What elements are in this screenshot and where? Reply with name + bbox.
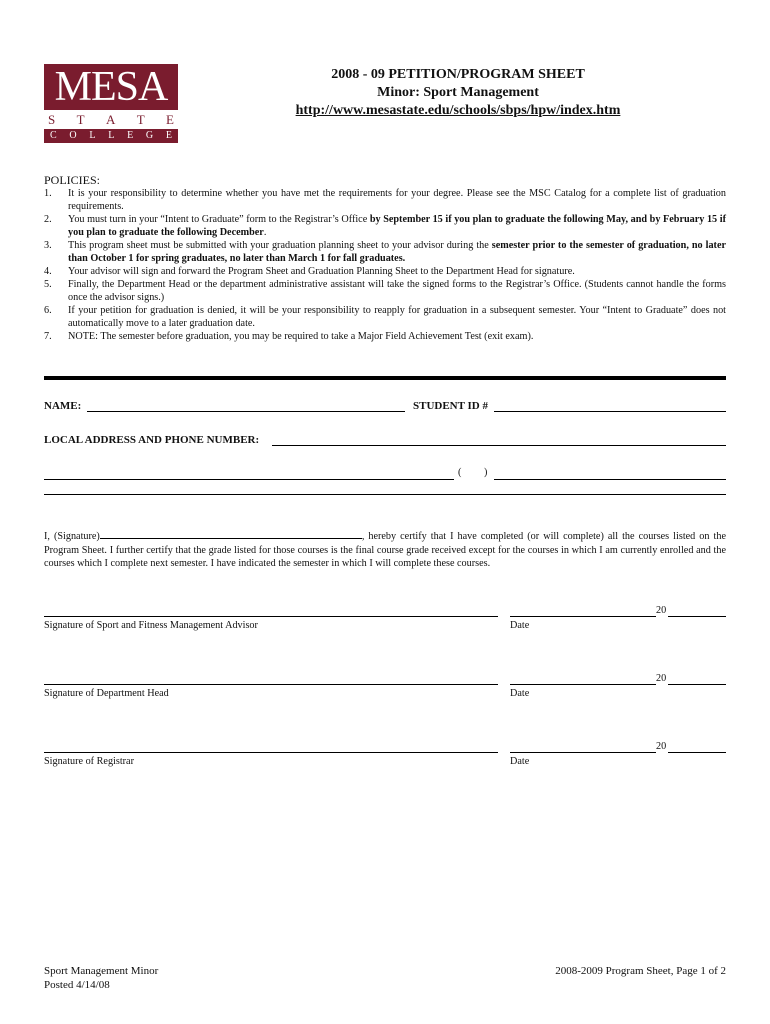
name-field[interactable] bbox=[87, 400, 405, 412]
phone-field[interactable] bbox=[494, 468, 726, 480]
page-title: 2008 - 09 PETITION/PROGRAM SHEET bbox=[331, 67, 585, 82]
signature-label: Signature of Department Head bbox=[44, 688, 169, 699]
policy-text: Finally, the Department Head or the department administrative assistant will take the signed forms to the Registrar’s Office. (Students cannot handle the forms once the advisor signs.) bbox=[68, 279, 726, 303]
certification-statement bbox=[44, 528, 726, 571]
policy-text-emphasis: by September 15 if you plan to graduate the following May, and by February 15 if you plan to graduate the following December bbox=[68, 214, 726, 238]
date-line[interactable] bbox=[510, 752, 656, 753]
logo-college-letter: L bbox=[89, 130, 96, 141]
policy-text: NOTE: The semester before graduation, you may be required to take a Major Field Achievement Test (exit exam). bbox=[68, 331, 534, 342]
policy-text-emphasis: semester prior to the semester of graduation, no later than October 1 for spring graduates, no later than March 1 for fall graduates. bbox=[68, 240, 726, 264]
year-line[interactable] bbox=[668, 616, 726, 617]
policy-text: If your petition for graduation is denied, it will be your responsibility to reapply for graduation in a subsequent semester. Your “Intent to Graduate” does not automatically move to a later graduation date. bbox=[68, 305, 726, 329]
phone-close-paren: ) bbox=[484, 467, 488, 478]
logo-college-letter: E bbox=[165, 130, 172, 141]
phone-open-paren: ( bbox=[458, 467, 462, 478]
year-prefix: 20 bbox=[656, 741, 667, 752]
certification-prefix: I, (Signature) bbox=[44, 531, 100, 542]
policy-item bbox=[44, 213, 726, 239]
address-line-2-field[interactable] bbox=[44, 468, 454, 480]
policies-list bbox=[44, 187, 726, 343]
logo-state-letter: T bbox=[136, 112, 145, 127]
page-subtitle: Minor: Sport Management bbox=[377, 85, 539, 100]
logo-college-letter: C bbox=[50, 130, 57, 141]
signature-line[interactable] bbox=[44, 752, 498, 753]
logo-state-letter: T bbox=[76, 112, 85, 127]
name-label: NAME: bbox=[44, 400, 82, 412]
logo-state-letter: E bbox=[166, 112, 174, 127]
signature-line[interactable] bbox=[44, 684, 498, 685]
policy-item bbox=[44, 330, 726, 343]
policy-number: 7. bbox=[44, 331, 52, 342]
policy-text-part: This program sheet must be submitted with your graduation planning sheet to your advisor during the bbox=[68, 240, 492, 251]
year-line[interactable] bbox=[668, 752, 726, 753]
footer-posted-date: Posted 4/14/08 bbox=[44, 979, 110, 991]
date-line[interactable] bbox=[510, 684, 656, 685]
page-header bbox=[230, 66, 686, 120]
signature-label: Signature of Sport and Fitness Management Advisor bbox=[44, 620, 258, 631]
year-line[interactable] bbox=[668, 684, 726, 685]
date-line[interactable] bbox=[510, 616, 656, 617]
student-id-label: STUDENT ID # bbox=[413, 400, 488, 412]
logo-college-letter: G bbox=[145, 130, 154, 141]
student-id-field[interactable] bbox=[494, 400, 726, 412]
policy-text bbox=[68, 213, 726, 239]
policy-item bbox=[44, 187, 726, 213]
address-field[interactable] bbox=[272, 434, 726, 446]
mesa-state-college-logo bbox=[44, 64, 178, 142]
logo-college-letter: L bbox=[108, 130, 115, 141]
policy-text-part: You must turn in your “Intent to Graduate” form to the Registrar’s Office bbox=[68, 214, 370, 225]
footer-page-info: 2008-2009 Program Sheet, Page 1 of 2 bbox=[555, 965, 726, 977]
year-prefix: 20 bbox=[656, 605, 667, 616]
signature-line[interactable] bbox=[44, 616, 498, 617]
certification-signature-field[interactable] bbox=[100, 528, 362, 539]
policy-item bbox=[44, 239, 726, 265]
logo-state-text bbox=[44, 112, 178, 127]
logo-state-letter: A bbox=[105, 112, 116, 127]
policy-number: 1. bbox=[44, 188, 52, 199]
logo-college-letter: O bbox=[69, 130, 77, 141]
policy-number: 5. bbox=[44, 279, 52, 290]
date-label: Date bbox=[510, 688, 530, 699]
policy-item bbox=[44, 304, 726, 330]
policy-text: It is your responsibility to determine whether you have met the requirements for your degree. Please see the MSC Catalog for a complete list of graduation requirements. bbox=[68, 188, 726, 212]
logo-college-text bbox=[44, 129, 178, 143]
policy-number: 4. bbox=[44, 266, 52, 277]
policy-text: Your advisor will sign and forward the Program Sheet and Graduation Planning Sheet to the Department Head for signature. bbox=[68, 266, 575, 277]
policies-heading: POLICIES: bbox=[44, 173, 101, 187]
policy-item bbox=[44, 278, 726, 304]
footer-left bbox=[44, 964, 158, 992]
year-prefix: 20 bbox=[656, 673, 667, 684]
certification-text: , hereby certify that I have completed (or will complete) all the courses listed on the Program Sheet. I further certify that the grade listed for those courses is the final course grade received except for the courses in which I am currently enrolled and the courses which I complete next semester. I have indicated the semester in which I will complete these courses. bbox=[44, 531, 726, 569]
policy-item bbox=[44, 265, 726, 278]
section-divider bbox=[44, 376, 726, 380]
policy-number: 2. bbox=[44, 214, 52, 225]
address-label: LOCAL ADDRESS AND PHONE NUMBER: bbox=[44, 434, 260, 446]
policy-text-part: . bbox=[263, 227, 267, 238]
footer-program-name: Sport Management Minor bbox=[44, 965, 159, 977]
program-url-link[interactable]: http://www.mesastate.edu/schools/sbps/hpw/index.htm bbox=[295, 103, 621, 118]
policy-number: 6. bbox=[44, 305, 52, 316]
logo-college-letter: E bbox=[127, 130, 134, 141]
logo-mesa-text: MESA bbox=[44, 64, 178, 110]
form-divider bbox=[44, 494, 726, 495]
signature-label: Signature of Registrar bbox=[44, 756, 134, 767]
date-label: Date bbox=[510, 620, 530, 631]
logo-state-letter: S bbox=[48, 112, 56, 127]
policy-text bbox=[68, 239, 726, 265]
date-label: Date bbox=[510, 756, 530, 767]
policy-number: 3. bbox=[44, 240, 52, 251]
